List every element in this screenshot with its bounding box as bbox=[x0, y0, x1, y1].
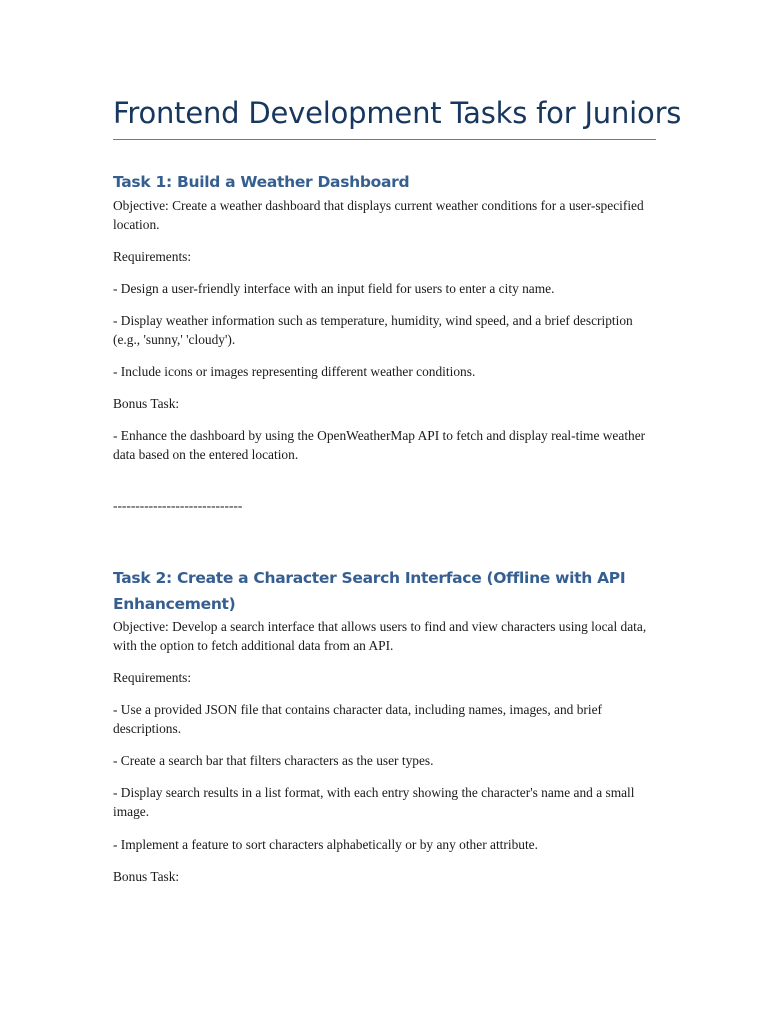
task1-requirement-1: - Design a user-friendly interface with an input field for users to enter a city name. bbox=[113, 281, 555, 296]
title-underline bbox=[113, 139, 656, 140]
task1-heading: Task 1: Build a Weather Dashboard bbox=[113, 173, 410, 191]
task2-bonus-label: Bonus Task: bbox=[113, 869, 180, 884]
task1-requirement-3: - Include icons or images representing different weather conditions. bbox=[113, 364, 476, 379]
task2-requirement-4: - Implement a feature to sort characters alphabetically or by any other attribute. bbox=[113, 837, 538, 852]
task2-requirement-2: - Create a search bar that filters characters as the user types. bbox=[113, 753, 434, 768]
task2-heading: Task 2: Create a Character Search Interface (Offline with API Enhancement) bbox=[113, 569, 626, 613]
task2-objective: Objective: Develop a search interface that allows users to find and view characters using local data, with the option to fetch additional data from an API. bbox=[113, 619, 647, 653]
task1-bonus-label: Bonus Task: bbox=[113, 396, 180, 411]
task1-objective: Objective: Create a weather dashboard that displays current weather conditions for a user-specified location. bbox=[113, 198, 644, 232]
task2-requirement-1: - Use a provided JSON file that contains character data, including names, images, and brief descriptions. bbox=[113, 702, 602, 736]
task1-requirements-label: Requirements: bbox=[113, 249, 192, 264]
section-separator: ----------------------------- bbox=[113, 498, 243, 513]
document-title: Frontend Development Tasks for Juniors bbox=[113, 96, 682, 130]
task2-requirement-3: - Display search results in a list format, with each entry showing the character's name and a small image. bbox=[113, 785, 635, 819]
task1-bonus-1: - Enhance the dashboard by using the OpenWeatherMap API to fetch and display real-time weather data based on the entered location. bbox=[113, 428, 646, 462]
task2-requirements-label: Requirements: bbox=[113, 670, 192, 685]
task1-requirement-2: - Display weather information such as temperature, humidity, wind speed, and a brief description (e.g., 'sunny,' 'cloudy'). bbox=[113, 313, 633, 347]
